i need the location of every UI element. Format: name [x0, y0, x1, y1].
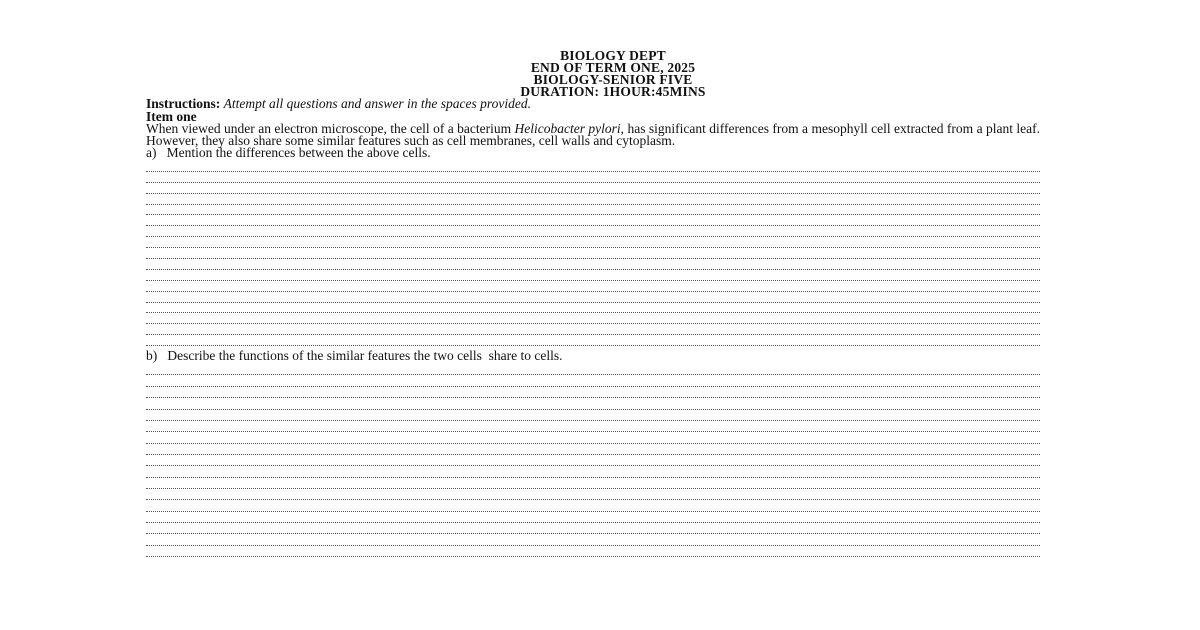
answer-line[interactable] [146, 512, 1040, 523]
answer-line[interactable] [146, 248, 1040, 259]
question-b: b) Describe the functions of the similar features the two cells share to cells. [146, 348, 563, 364]
answer-line[interactable] [146, 523, 1040, 534]
department-title: BIOLOGY DEPT [560, 48, 666, 63]
answer-line[interactable] [146, 432, 1040, 443]
answer-lines-b[interactable] [146, 364, 1040, 557]
answer-line[interactable] [146, 500, 1040, 511]
answer-line[interactable] [146, 364, 1040, 375]
answer-line[interactable] [146, 270, 1040, 281]
answer-line[interactable] [146, 335, 1040, 346]
answer-line[interactable] [146, 421, 1040, 432]
answer-line[interactable] [146, 313, 1040, 324]
answer-line[interactable] [146, 387, 1040, 398]
answer-lines-a[interactable] [146, 161, 1040, 346]
subject-title: BIOLOGY-SENIOR FIVE [533, 72, 693, 87]
exam-header [186, 50, 1040, 98]
answer-line[interactable] [146, 215, 1040, 226]
item-text-after: , has significant differences from a mesophyll cell extracted from a plant leaf. However, they also share some similar features such as cell membranes, cell walls and cytoplasm. [146, 121, 1040, 148]
answer-line[interactable] [146, 172, 1040, 183]
answer-line[interactable] [146, 205, 1040, 216]
answer-line[interactable] [146, 444, 1040, 455]
organism-name: Helicobacter pylori [514, 121, 621, 136]
answer-line[interactable] [146, 455, 1040, 466]
answer-line[interactable] [146, 237, 1040, 248]
term-title: END OF TERM ONE, 2025 [530, 60, 696, 75]
answer-line[interactable] [146, 292, 1040, 303]
answer-line[interactable] [146, 398, 1040, 409]
answer-line[interactable] [146, 489, 1040, 500]
answer-line[interactable] [146, 226, 1040, 237]
answer-line[interactable] [146, 303, 1040, 314]
question-a: a) Mention the differences between the above cells. [146, 145, 431, 160]
instructions-label: Instructions: [146, 96, 221, 111]
exam-page [146, 50, 1040, 557]
answer-line[interactable] [146, 324, 1040, 335]
answer-line[interactable] [146, 183, 1040, 194]
item-paragraph [146, 123, 1040, 147]
instructions [146, 98, 1040, 110]
answer-line[interactable] [146, 375, 1040, 386]
answer-line[interactable] [146, 410, 1040, 421]
answer-line[interactable] [146, 478, 1040, 489]
item-title: Item one [146, 109, 197, 124]
answer-line[interactable] [146, 281, 1040, 292]
answer-line[interactable] [146, 534, 1040, 545]
item-text-before: When viewed under an electron microscope, the cell of a bacterium [146, 121, 515, 136]
answer-line[interactable] [146, 161, 1040, 172]
answer-line[interactable] [146, 194, 1040, 205]
answer-line[interactable] [146, 546, 1040, 557]
answer-line[interactable] [146, 259, 1040, 270]
answer-line[interactable] [146, 466, 1040, 477]
duration-title: DURATION: 1HOUR:45MINS [520, 84, 706, 99]
instructions-text: Attempt all questions and answer in the spaces provided. [223, 96, 531, 111]
